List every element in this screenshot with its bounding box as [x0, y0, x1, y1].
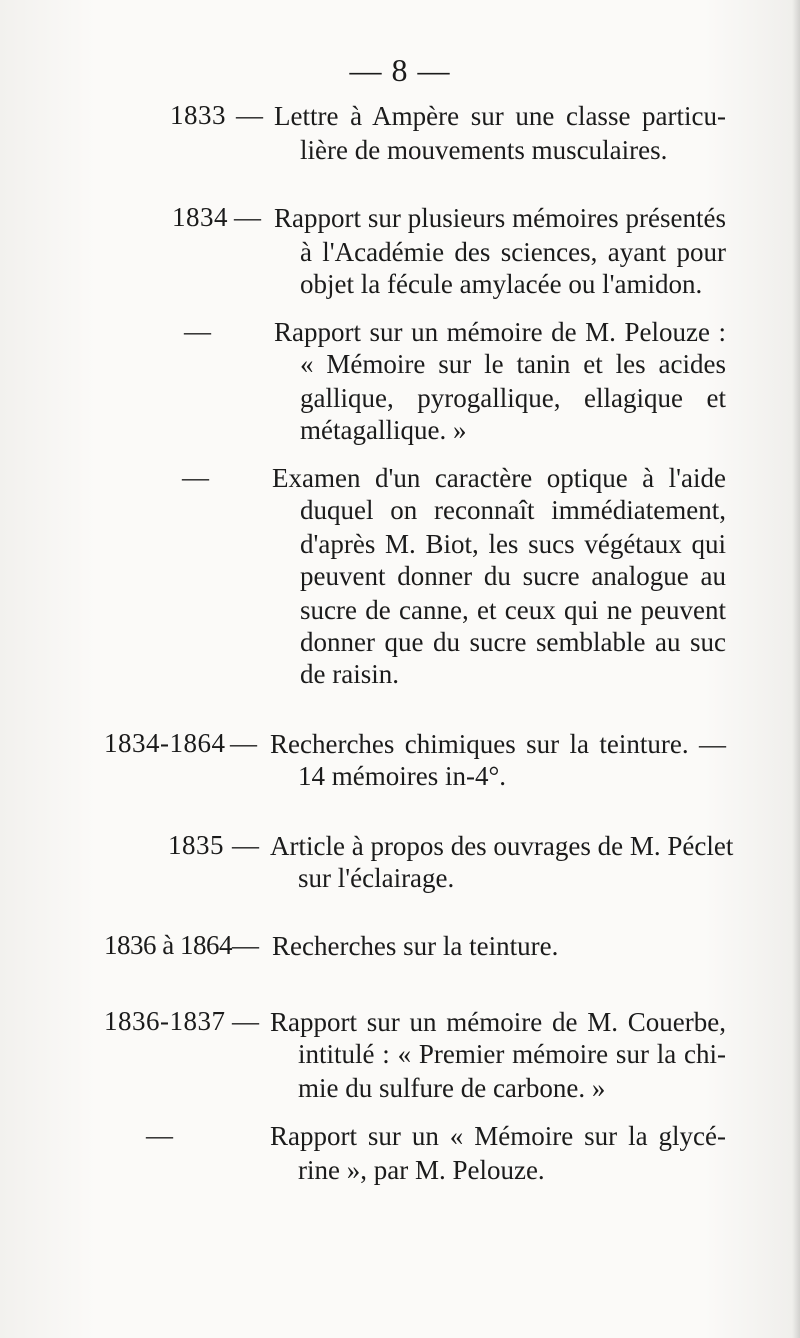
- entry-line: lière de mouvements musculaires.: [300, 135, 668, 165]
- entry-dash: —: [234, 202, 261, 232]
- entry-line: intitulé : « Premier mémoire sur la chi-: [298, 1039, 726, 1069]
- entry-date: 1833: [170, 100, 226, 130]
- entry-date: 1834: [172, 202, 228, 232]
- entry-dash: —: [232, 1006, 259, 1036]
- entry-dash: —: [182, 462, 209, 492]
- entry-line: Rapport sur un mémoire de M. Pelouze :: [274, 317, 726, 347]
- entry-line: métagallique. »: [300, 415, 467, 445]
- page-edge-shadow: [792, 0, 800, 1338]
- entry-line: « Mémoire sur le tanin et les acides: [300, 349, 726, 379]
- entry-line: sur l'éclairage.: [298, 863, 455, 893]
- entry-dash: —: [232, 830, 259, 860]
- entry-line: rine », par M. Pelouze.: [298, 1155, 545, 1185]
- entry-line: Recherches sur la teinture.: [272, 931, 559, 961]
- entry-dash: —: [184, 316, 211, 346]
- entry-line: mie du sulfure de carbone. »: [298, 1073, 606, 1103]
- entry-line: Examen d'un caractère optique à l'aide: [272, 463, 726, 493]
- entry-line: gallique, pyrogallique, ellagique et: [300, 383, 726, 413]
- entry-line: Rapport sur un « Mémoire sur la glycé-: [270, 1121, 726, 1151]
- entry-dash: —: [236, 100, 263, 130]
- entry-line: 14 mémoires in-4°.: [298, 761, 507, 791]
- entry-date: 1836-1837: [104, 1006, 226, 1036]
- entry-line: donner que du sucre semblable au suc: [300, 627, 726, 657]
- entry-date: 1836 à 1864: [104, 930, 232, 960]
- entry-line: d'après M. Biot, les sucs végétaux qui: [300, 529, 726, 559]
- entry-line: duquel on reconnaît immédiatement,: [300, 495, 726, 525]
- entry-line: sucre de canne, et ceux qui ne peuvent: [300, 595, 726, 625]
- entry-line: à l'Académie des sciences, ayant pour: [300, 237, 726, 267]
- page-number: — 8 —: [349, 52, 451, 88]
- entry-line: Rapport sur plusieurs mémoires présentés: [274, 203, 726, 233]
- entry-dash: —: [232, 930, 259, 960]
- entry-date: 1835: [168, 830, 224, 860]
- entry-dash: —: [146, 1120, 173, 1150]
- entry-line: Recherches chimiques sur la teinture. —: [270, 729, 726, 759]
- entry-line: Article à propos des ouvrages de M. Péclet: [270, 831, 734, 861]
- entry-line: Lettre à Ampère sur une classe particu-: [274, 101, 726, 131]
- entry-date: 1834-1864: [104, 728, 226, 758]
- entry-line: peuvent donner du sucre analogue au: [300, 561, 726, 591]
- entry-line: de raisin.: [300, 659, 399, 689]
- entry-dash: —: [230, 728, 257, 758]
- entry-line: objet la fécule amylacée ou l'amidon.: [300, 269, 703, 299]
- entry-line: Rapport sur un mémoire de M. Couerbe,: [270, 1007, 726, 1037]
